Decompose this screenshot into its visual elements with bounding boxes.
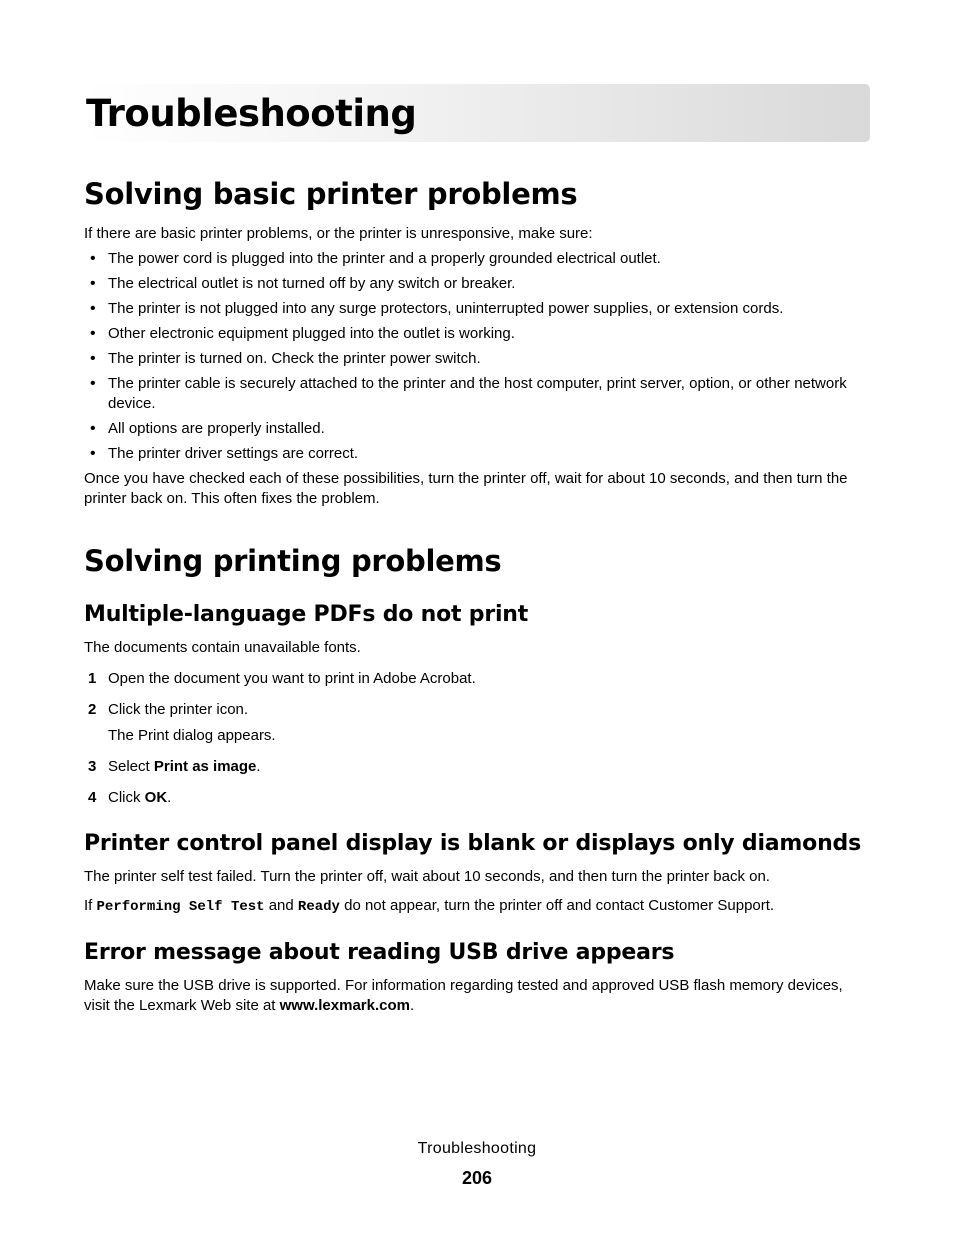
step-text-post: . <box>167 789 172 806</box>
panel-text-c: do not appear, turn the printer off and contact Customer Support. <box>339 897 775 914</box>
basic-closing: Once you have checked each of these possibilities, turn the printer off, wait for about 10 seconds, and then turn the printer back on. This often fixes the problem. <box>84 470 848 507</box>
step-item <box>84 669 870 689</box>
pdf-steps <box>84 669 870 808</box>
subheading-panel: Printer control panel display is blank or displays only diamonds <box>84 831 861 856</box>
step-number: 4 <box>88 789 97 806</box>
step-number: 1 <box>88 670 97 687</box>
step-ui-term: Print as image <box>153 758 257 775</box>
page-number: 206 <box>461 1168 493 1188</box>
subheading-usb: Error message about reading USB drive appears <box>84 940 675 965</box>
step-number: 2 <box>88 701 97 718</box>
usb-text <box>84 976 870 1016</box>
panel-text-a: If <box>84 897 97 914</box>
list-item: • The printer is not plugged into any surge protectors, uninterrupted power supplies, or extension cords. <box>84 299 870 319</box>
step-text-pre: Click <box>108 789 145 806</box>
basic-intro: If there are basic printer problems, or the printer is unresponsive, make sure: <box>84 225 593 242</box>
list-item: • The printer cable is securely attached to the printer and the host computer, print server, option, or other network device. <box>84 374 870 414</box>
step-text: Click the printer icon. <box>108 701 249 718</box>
footer-section-title: Troubleshooting <box>417 1140 537 1157</box>
section-heading-basic: Solving basic printer problems <box>84 177 578 211</box>
step-item <box>84 757 870 777</box>
pdf-intro: The documents contain unavailable fonts. <box>84 639 361 656</box>
list-item: • Other electronic equipment plugged into the outlet is working. <box>84 324 870 344</box>
list-item: • The power cord is plugged into the printer and a properly grounded electrical outlet. <box>84 249 870 269</box>
step-text-post: . <box>256 758 261 775</box>
subheading-pdf: Multiple-language PDFs do not print <box>84 602 529 627</box>
code-performing-self-test: Performing Self Test <box>96 899 265 915</box>
chapter-header-bar <box>84 84 870 142</box>
panel-text-b: and <box>264 897 298 914</box>
step-ui-term: OK <box>144 789 168 806</box>
step-item <box>84 700 870 746</box>
panel-text-messages <box>84 896 870 917</box>
list-item: • All options are properly installed. <box>84 419 870 439</box>
usb-text-a: Make sure the USB drive is supported. For information regarding tested and approved USB flash memory devices, visit the Lexmark Web site at <box>84 977 843 1014</box>
usb-text-b: . <box>409 997 415 1014</box>
step-number: 3 <box>88 758 97 775</box>
step-item <box>84 788 870 808</box>
chapter-title: Troubleshooting <box>86 91 417 135</box>
step-result: The Print dialog appears. <box>108 727 276 744</box>
lexmark-link[interactable]: www.lexmark.com <box>279 997 410 1014</box>
list-item: • The electrical outlet is not turned off by any switch or breaker. <box>84 274 870 294</box>
step-text-pre: Select <box>108 758 154 775</box>
panel-text: The printer self test failed. Turn the printer off, wait about 10 seconds, and then turn the printer back on. <box>84 868 770 885</box>
section-heading-printing: Solving printing problems <box>84 544 502 578</box>
list-item: • The printer driver settings are correct. <box>84 444 870 464</box>
basic-checklist <box>84 249 870 464</box>
page-content <box>84 84 870 1016</box>
step-text: Open the document you want to print in Adobe Acrobat. <box>108 670 476 687</box>
list-item: • The printer is turned on. Check the printer power switch. <box>84 349 870 369</box>
code-ready: Ready <box>297 899 340 915</box>
